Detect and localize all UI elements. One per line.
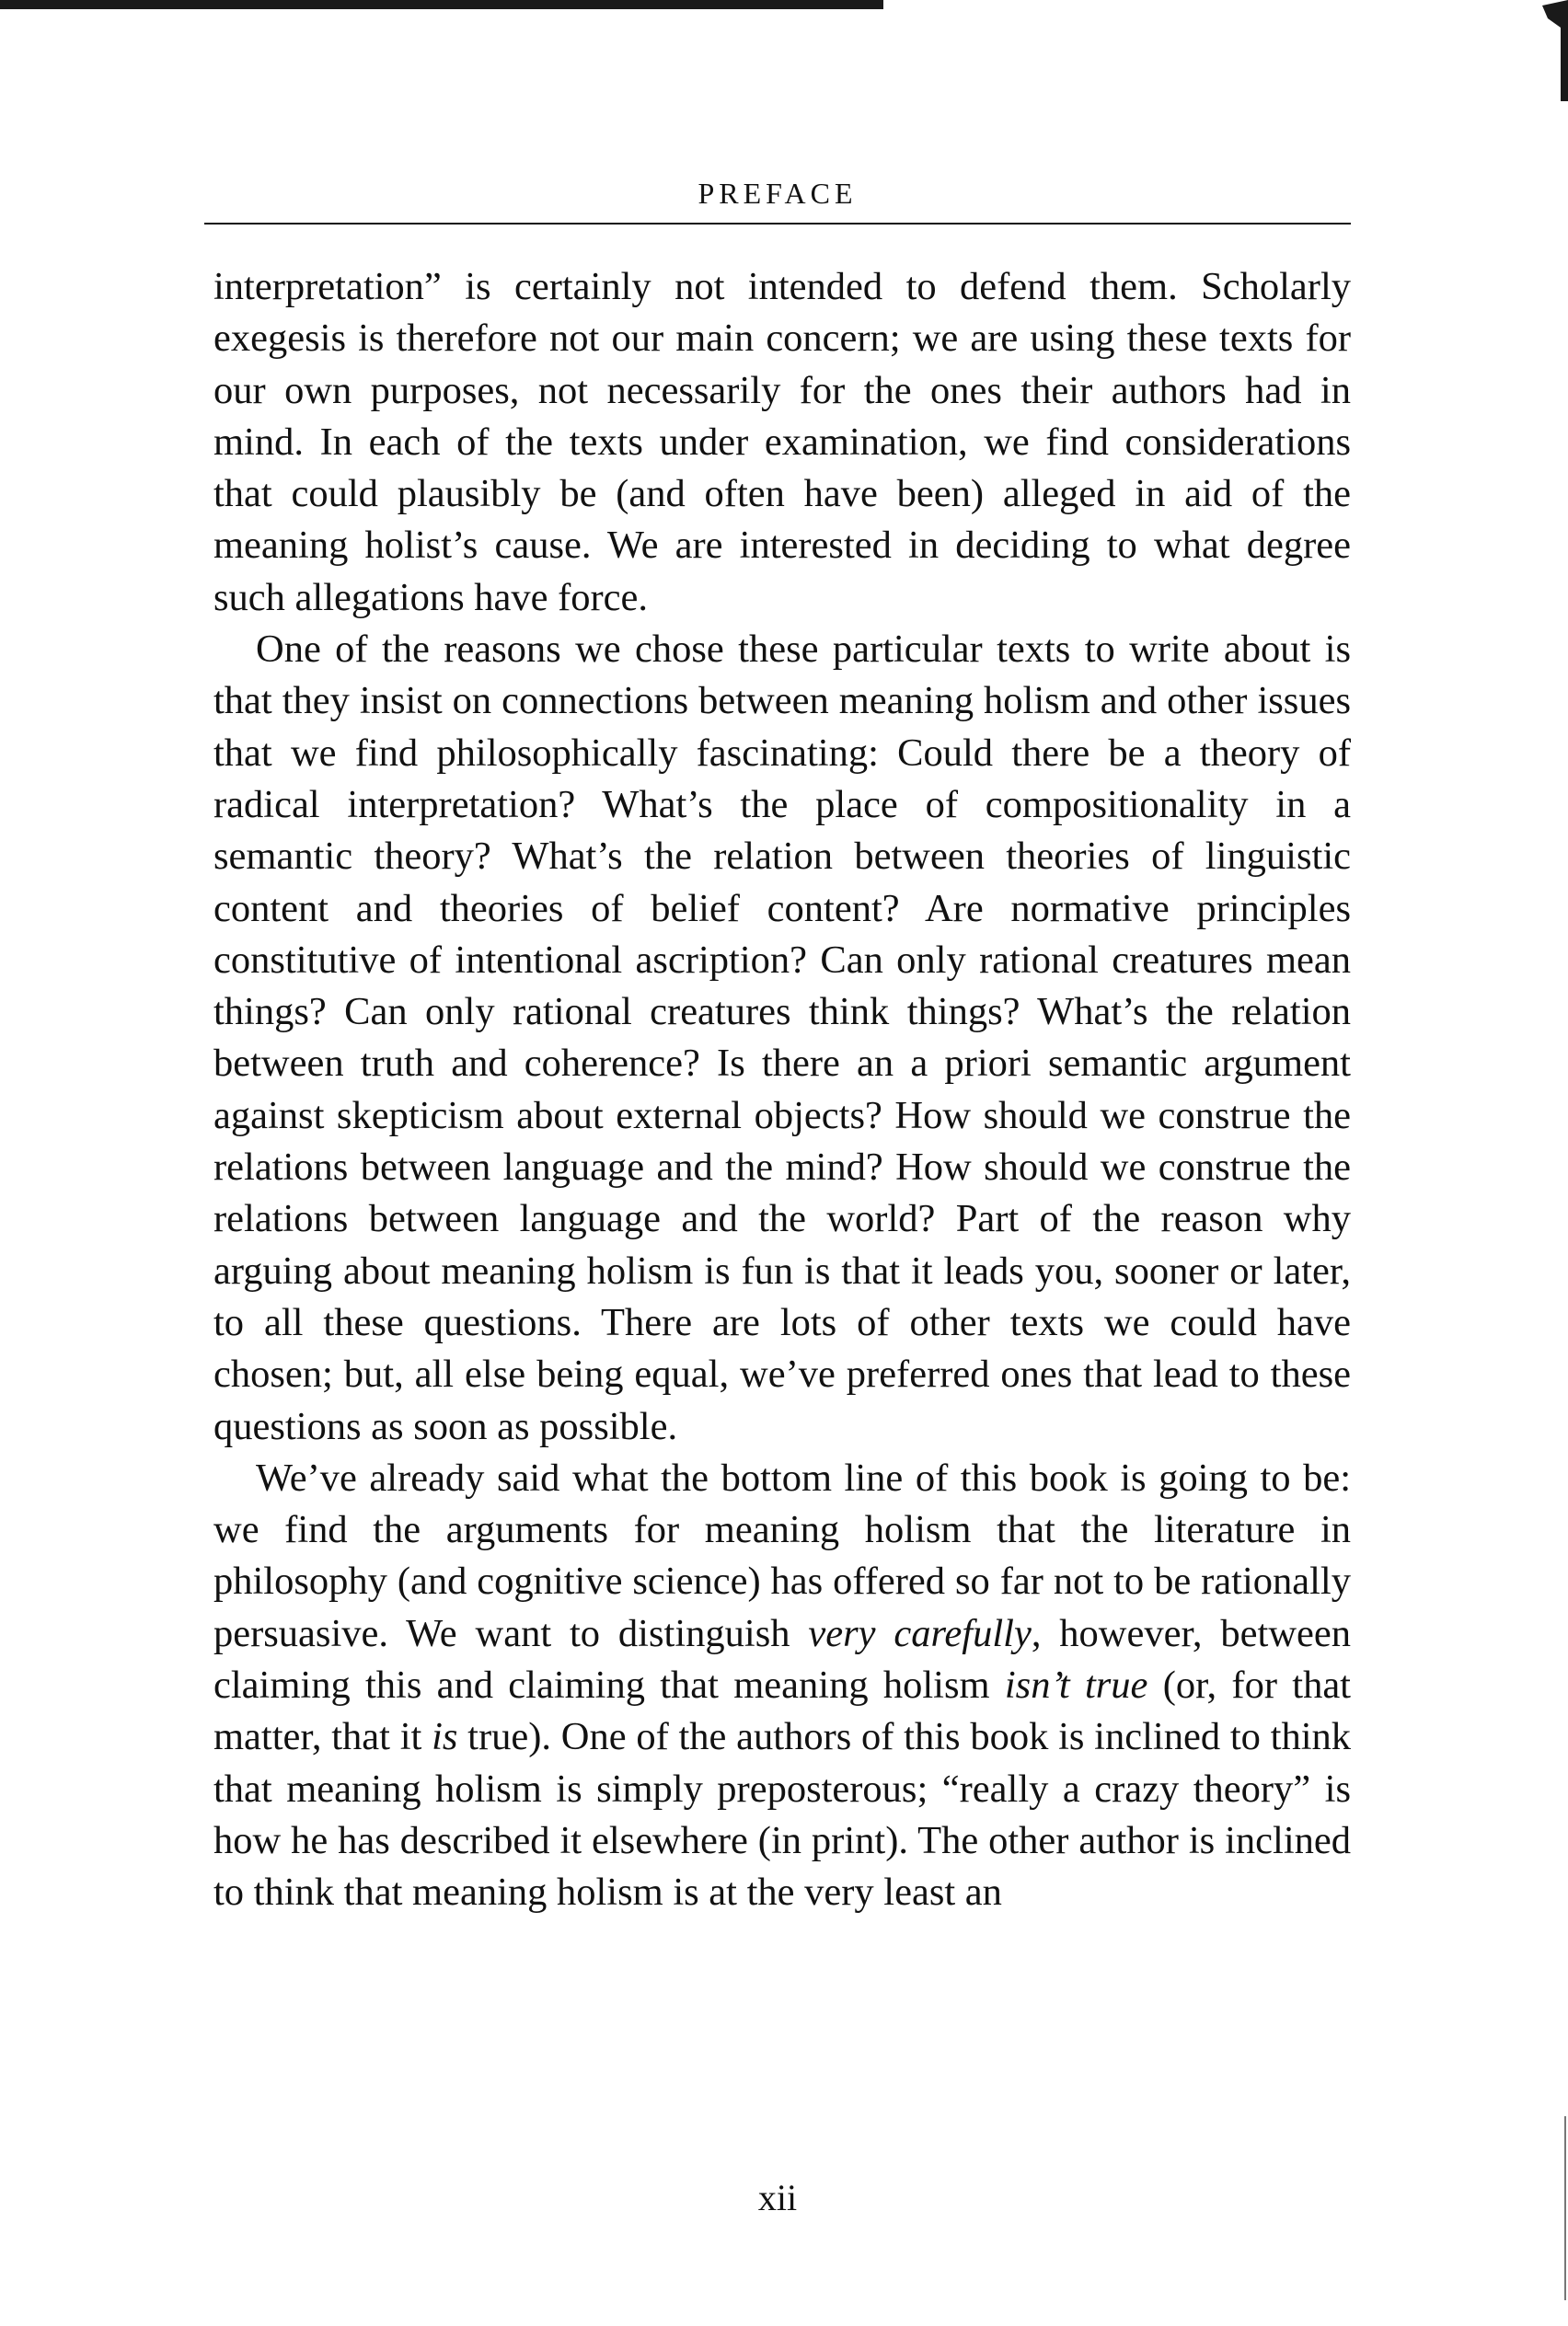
body-text bbox=[213, 261, 1351, 1919]
paragraph-1 bbox=[213, 261, 1351, 624]
emphasis-isnt-true: isn’t true bbox=[1004, 1664, 1148, 1708]
paragraph-text: interpretation” is certainly not intended to defend them. Scholarly exegesis is therefore not our main concern; we are using these texts for our own purposes, not necessarily for the ones their authors had in mind. In each of the texts under examination, we find considerations that could plausibly be (and often have been) alleged in aid of the meaning holist’s cause. We are interested in deciding to what degree such allegations have force. bbox=[213, 265, 1351, 619]
header-rule bbox=[204, 223, 1351, 225]
paragraph-text: We’ve already said what the bottom line of this book is going to be: we find the arguments for meaning holism that the literature in philosophy (and cognitive science) has offered so far not to be rationally persuasive. We want to distinguish bbox=[213, 1456, 1351, 1655]
emphasis-very-carefully: very carefully bbox=[808, 1611, 1032, 1655]
paragraph-text: One of the reasons we chose these particular texts to write about is that they insist on connections between meaning holism and other issues that we find philosophically fascinating: Could there be a theory of radical interpretation? What’s the place of compositionality in a semantic theory? What’s the relation between theories of linguistic content and theories of belief content? Are normative principles constitutive of intentional ascription? Can only rational creatures mean things? Can only rational creatures think things? What’s the relation between truth and coherence? Is there an a priori semantic argument against skepticism about external objects? How should we construe the relations between language and the mind? How should we construe the relations between language and the world? Part of the reason why arguing about meaning holism is fun is that it leads you, sooner or later, to all these questions. There are lots of other texts we could have chosen; but, all else being equal, we’ve preferred ones that lead to these questions as soon as possible. bbox=[213, 628, 1351, 1448]
emphasis-is: is bbox=[432, 1715, 458, 1759]
page-corner-mark bbox=[1542, 0, 1568, 101]
paragraph-3 bbox=[213, 1453, 1351, 1919]
paragraph-text: (or, for that matter, that it bbox=[213, 1664, 1351, 1759]
running-head: PREFACE bbox=[698, 177, 858, 210]
page-edge-mark bbox=[1562, 2116, 1568, 2300]
paragraph-text: true). One of the authors of this book is inclined to think that meaning holism is simply preposterous; “really a crazy theory” is how he has described it elsewhere (in print). The other author is inclined to think that meaning holism is at the very least an bbox=[213, 1715, 1351, 1915]
paragraph-2 bbox=[213, 624, 1351, 1453]
paragraph-text: , however, between claiming this and claiming that meaning holism bbox=[213, 1611, 1351, 1708]
top-edge-rule bbox=[0, 0, 883, 9]
page-number: xii bbox=[757, 2177, 798, 2218]
